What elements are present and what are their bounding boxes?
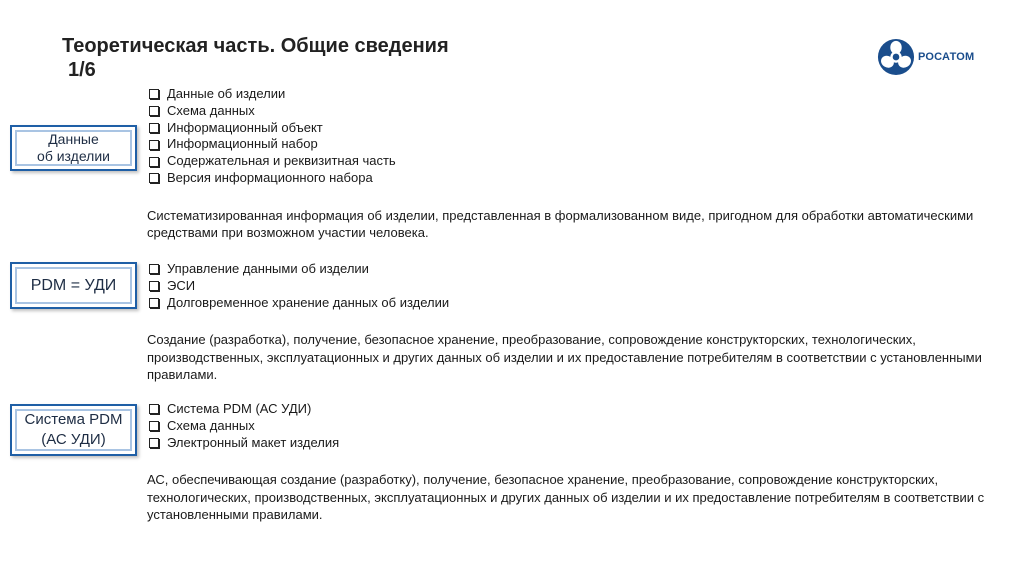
checkbox-bullet-icon <box>149 264 159 274</box>
list-item: Долговременное хранение данных об изделии <box>147 295 1007 312</box>
checkbox-bullet-icon <box>149 157 159 167</box>
section-pdm <box>147 261 1007 384</box>
rosatom-logo <box>877 38 974 76</box>
list-item: Информационный набор <box>147 136 1007 153</box>
list-item: Система PDM (АС УДИ) <box>147 401 1007 418</box>
box-product-data <box>10 125 137 171</box>
checkbox-bullet-icon <box>149 298 159 308</box>
box-pdm-system <box>10 404 137 456</box>
list-item: Версия информационного набора <box>147 170 1007 187</box>
page-title <box>62 34 449 82</box>
list-item: Управление данными об изделии <box>147 261 1007 278</box>
rosatom-logo-icon <box>877 38 915 76</box>
section-description: Систематизированная информация об изделии, представленная в формализованном виде, пригодном для обработки автоматическими средствами при возможном участии человека. <box>147 207 974 241</box>
checklist <box>147 261 1007 311</box>
list-item: Данные об изделии <box>147 86 1007 103</box>
page-title-text: Теоретическая часть. Общие сведения <box>62 35 449 57</box>
list-item: Информационный объект <box>147 120 1007 137</box>
checkbox-bullet-icon <box>149 140 159 150</box>
checklist <box>147 401 1007 451</box>
checkbox-bullet-icon <box>149 438 159 448</box>
list-item: Схема данных <box>147 103 1007 120</box>
checkbox-bullet-icon <box>149 123 159 133</box>
list-item: Электронный макет изделия <box>147 435 1007 452</box>
box-pdm <box>10 262 137 309</box>
list-item: Схема данных <box>147 418 1007 435</box>
box-label-line: PDM = УДИ <box>30 276 117 294</box>
section-pdm-system <box>147 401 1007 524</box>
list-item: ЭСИ <box>147 278 1007 295</box>
list-item: Содержательная и реквизитная часть <box>147 153 1007 170</box>
box-label-line: (АС УДИ) <box>41 431 106 448</box>
checkbox-bullet-icon <box>149 404 159 414</box>
checklist <box>147 86 1007 187</box>
checkbox-bullet-icon <box>149 281 159 291</box>
page-number: 1/6 <box>68 59 96 81</box>
section-description: Создание (разработка), получение, безопасное хранение, преобразование, сопровождение конструкторских, технологических, производственных, эксплуатационных и других данных об изделии и их предоставление потребителям в соответствии с установленными правилами. <box>147 332 982 383</box>
box-label-line: Данные <box>48 131 99 147</box>
section-description: АС, обеспечивающая создание (разработку), получение, безопасное хранение, преобразование, сопровождение конструкторских, технологических, производственных, эксплуатационных и других данных об изделии и их предоставление потребителям в соответствии с установленными правилами. <box>147 472 985 523</box>
logo-text: РОСАТОМ <box>918 51 975 63</box>
checkbox-bullet-icon <box>149 421 159 431</box>
box-label-line: Система PDM <box>24 411 123 428</box>
box-label-line: об изделии <box>37 148 110 164</box>
checkbox-bullet-icon <box>149 89 159 99</box>
checkbox-bullet-icon <box>149 106 159 116</box>
checkbox-bullet-icon <box>149 173 159 183</box>
section-product-data <box>147 86 1007 242</box>
